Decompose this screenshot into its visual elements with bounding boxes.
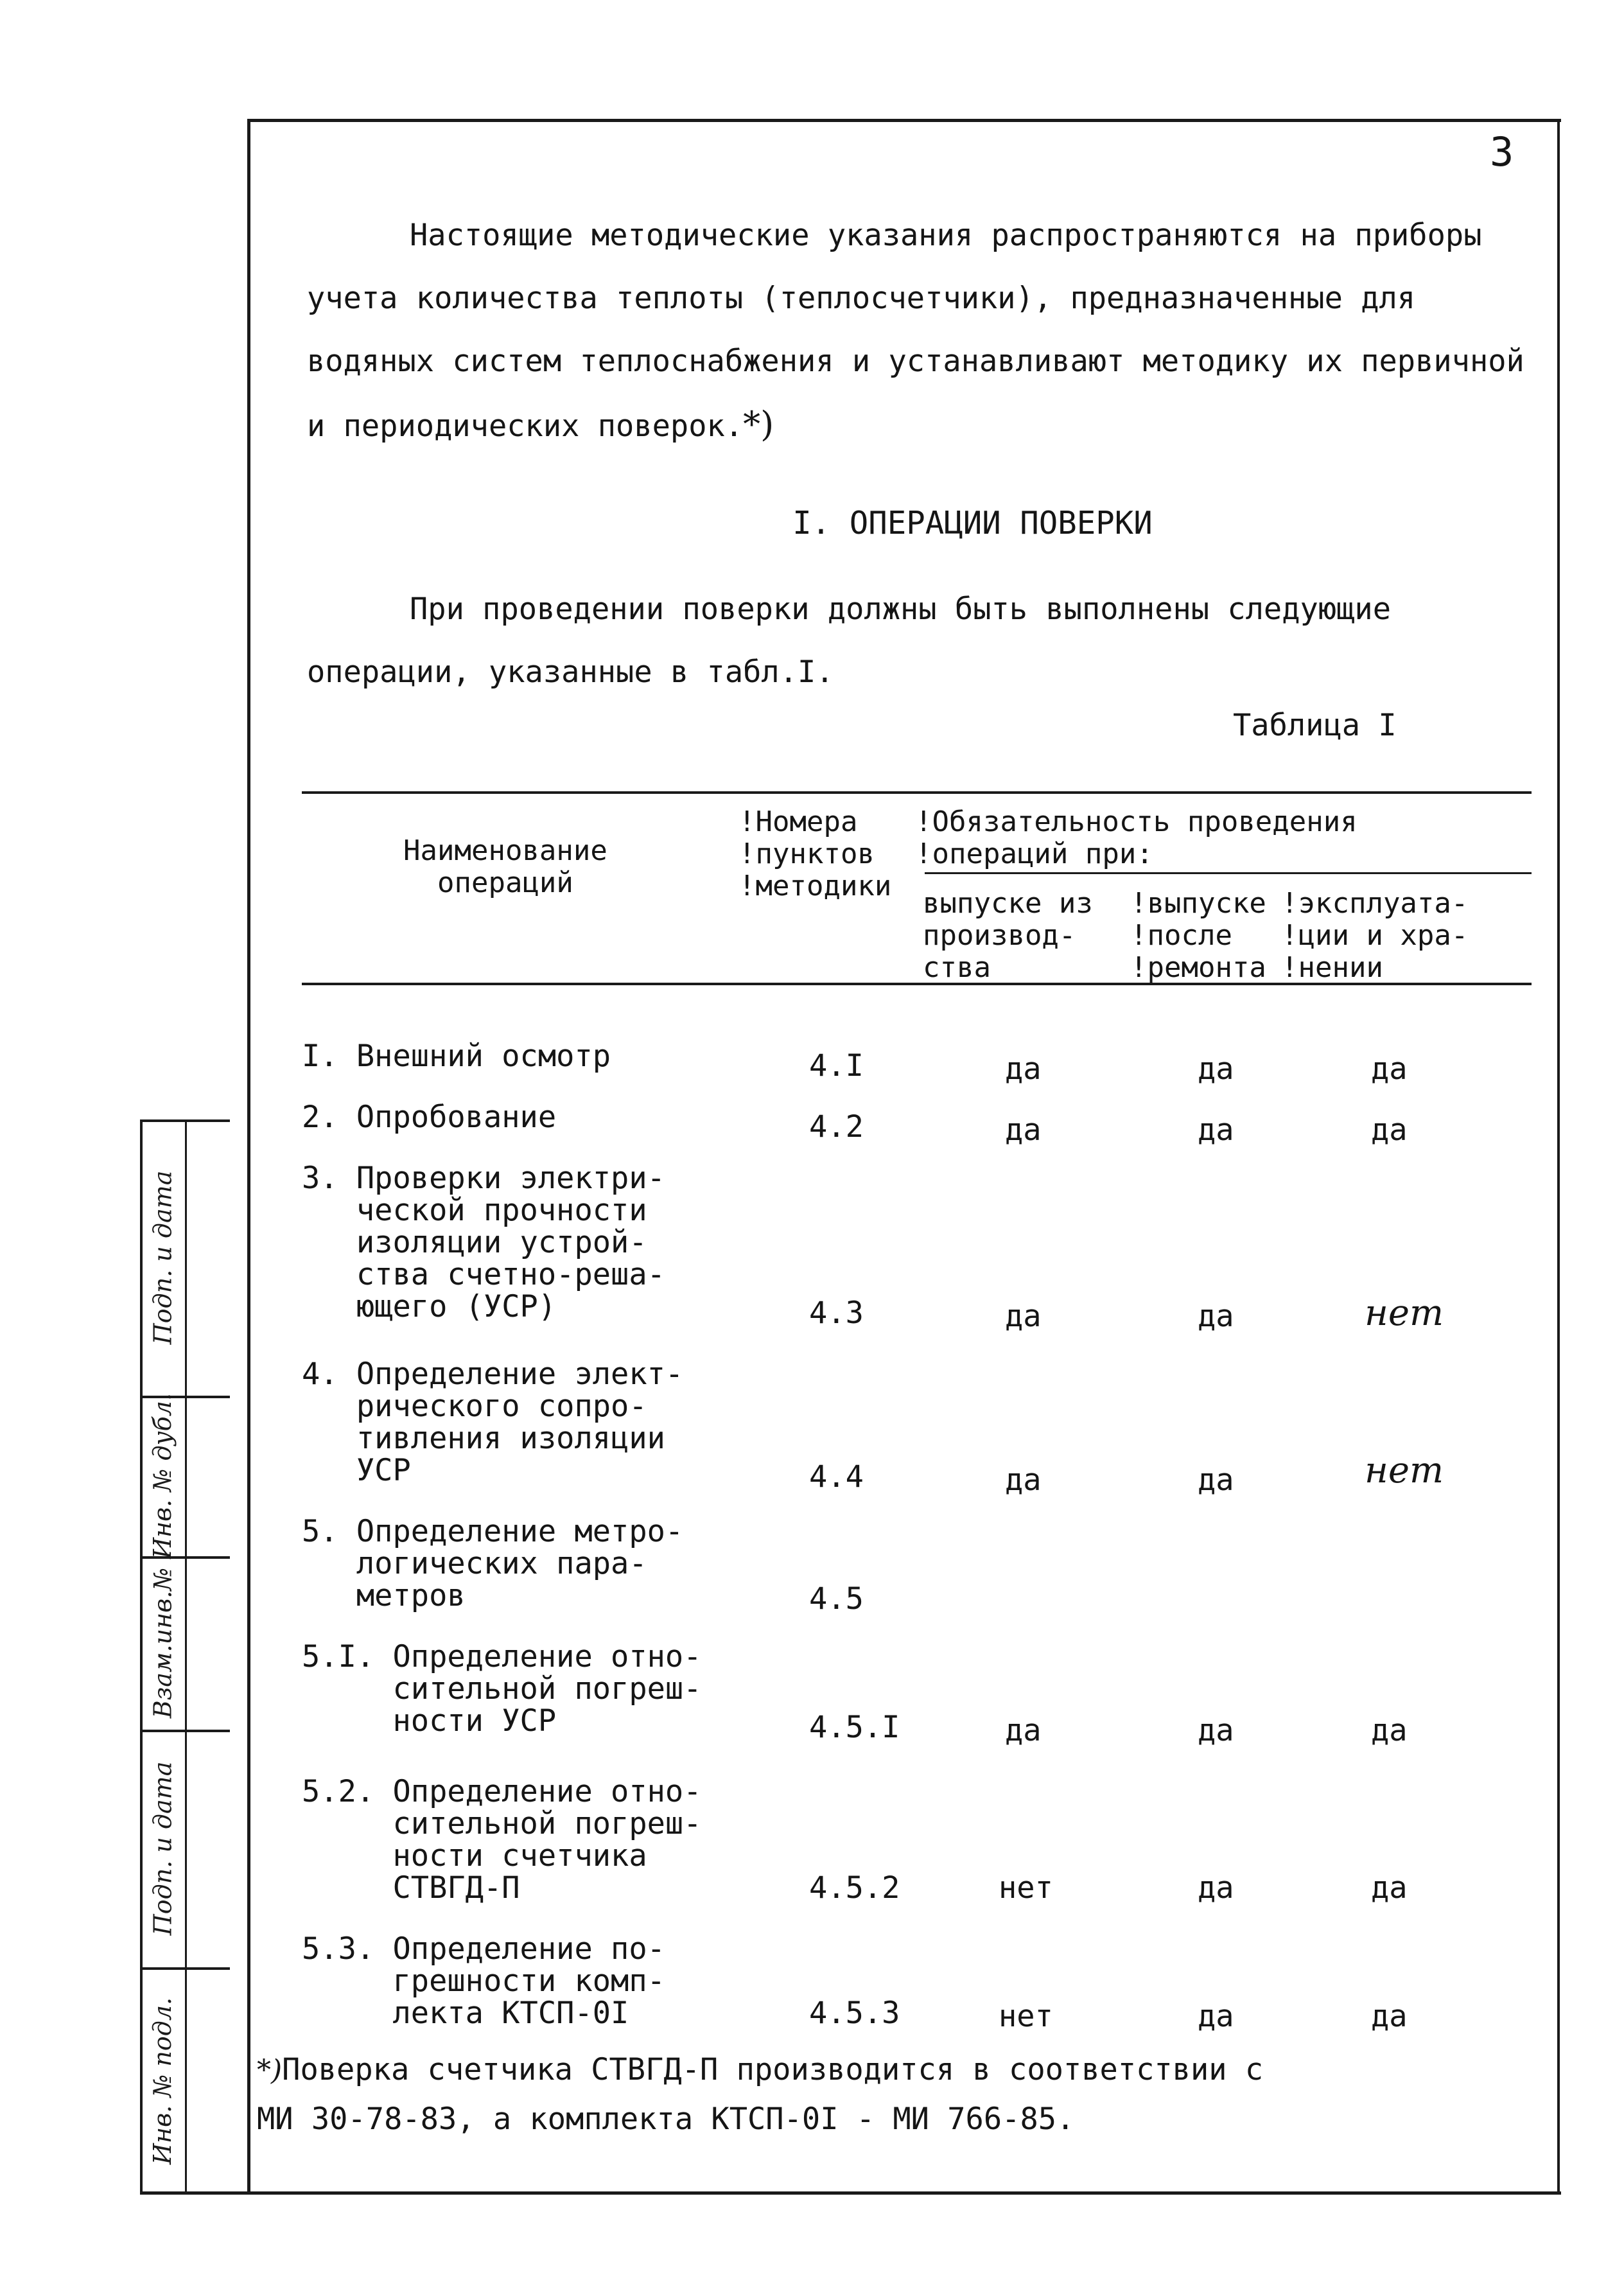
row-5-2-repair: да xyxy=(1198,1870,1234,1906)
row-4-repair: да xyxy=(1198,1462,1234,1498)
row-1-storage: да xyxy=(1371,1051,1408,1087)
stamp-field-replacement-inventory: Взам.инв.№ xyxy=(148,1567,177,1719)
row-4-storage: нет xyxy=(1365,1450,1444,1491)
table-top-rule xyxy=(302,791,1532,794)
row-5-2-name: 5.2. Определение отно- сительной погреш- ности счетчика СТВГД-П xyxy=(302,1774,702,1906)
row-3-repair: да xyxy=(1198,1299,1234,1334)
row-2-production: да xyxy=(1005,1112,1042,1148)
header-operation-name: Наименование операций xyxy=(403,834,607,899)
row-2-name: 2. Опробование xyxy=(302,1100,557,1135)
row-5-3-repair: да xyxy=(1198,1999,1234,2034)
frame-left-border xyxy=(247,119,250,2195)
row-5-1-production: да xyxy=(1005,1713,1042,1748)
row-3-production: да xyxy=(1005,1299,1042,1334)
frame-top-border xyxy=(247,119,1561,122)
row-5-2-production: нет xyxy=(999,1870,1053,1906)
row-3-name: 3. Проверки электри- ческой прочности изоляции устрой- ства счетно-реша- ющего (УСР) xyxy=(302,1161,665,1324)
row-3-storage: нет xyxy=(1365,1292,1444,1334)
frame-right-border xyxy=(1557,119,1560,2195)
table-caption: Таблица I xyxy=(1233,708,1397,743)
footnote-text: Поверка счетчика СТВГД-П производится в соответствии с МИ 30-78-83, а комплекта КТСП-0I - МИ 766-85. xyxy=(257,2052,1264,2137)
stamp-field-duplicate-inventory: Инв. № дубл. xyxy=(148,1392,177,1559)
header-method-points: !Номера !пунктов !методики xyxy=(738,805,892,902)
intro-paragraph xyxy=(307,204,1540,458)
row-5-name: 5. Определение метро- логических пара- метров xyxy=(302,1514,684,1613)
row-5-3-name: 5.3. Определение по- грешности комп- лекта КТСП-0I xyxy=(302,1931,665,2031)
row-4-name: 4. Определение элект- рического сопро- тивления изоляции УСР xyxy=(302,1356,684,1488)
row-1-name: I. Внешний осмотр xyxy=(302,1039,611,1074)
side-stamp xyxy=(140,1119,230,2195)
header-operation-storage: !эксплуата- !ции и хра- !нении xyxy=(1281,887,1469,984)
row-1-production: да xyxy=(1005,1051,1042,1087)
header-release-production: выпуске из производ- ства xyxy=(923,887,1093,984)
row-5-3-storage: да xyxy=(1371,1999,1408,2034)
stamp-field-signature-date-1: Подп. и дата xyxy=(148,1170,177,1345)
row-1-repair: да xyxy=(1198,1051,1234,1087)
row-4-production: да xyxy=(1005,1462,1042,1498)
intro-footnote-mark: *) xyxy=(743,404,774,444)
row-5-3-production: нет xyxy=(999,1999,1053,2034)
footnote xyxy=(257,2046,1263,2144)
header-mandatory: !Обязательность проведения !операций при: xyxy=(915,805,1358,870)
row-5-1-name: 5.I. Определение отно- сительной погреш- ности УСР xyxy=(302,1639,702,1739)
header-release-repair: !выпуске !после !ремонта xyxy=(1130,887,1266,984)
row-3-point: 4.3 xyxy=(809,1295,864,1331)
intro-text: Настоящие методические указания распространяются на приборы учета количества теплоты (теплосчетчики), предназначенные для водяных систем теплоснабжения и устанавливают методику их первичной и периодических поверок. xyxy=(307,218,1524,444)
row-2-point: 4.2 xyxy=(809,1109,864,1145)
row-5-2-point: 4.5.2 xyxy=(809,1870,900,1906)
stamp-middle-rule xyxy=(185,1119,187,2195)
stamp-field-original-inventory: Инв. № подл. xyxy=(148,1997,177,2165)
row-5-2-storage: да xyxy=(1371,1870,1408,1906)
row-5-1-point: 4.5.I xyxy=(809,1710,900,1745)
section-heading: I. ОПЕРАЦИИ ПОВЕРКИ xyxy=(792,505,1153,541)
row-5-1-repair: да xyxy=(1198,1713,1234,1748)
row-5-point: 4.5 xyxy=(809,1581,864,1617)
frame-bottom-border xyxy=(141,2191,1561,2195)
row-4-point: 4.4 xyxy=(809,1459,864,1495)
stamp-field-signature-date-2: Подп. и дата xyxy=(148,1761,177,1936)
table-subheader-rule xyxy=(925,872,1532,874)
row-5-3-point: 4.5.3 xyxy=(809,1996,900,2031)
row-1-point: 4.I xyxy=(809,1048,864,1084)
footnote-mark: *) xyxy=(257,2054,283,2087)
section-intro-paragraph: При проведении поверки должны быть выполнены следующие операции, указанные в табл.I. xyxy=(307,592,1392,690)
page-number: 3 xyxy=(1490,128,1514,175)
row-2-repair: да xyxy=(1198,1112,1234,1148)
row-5-1-storage: да xyxy=(1371,1713,1408,1748)
row-2-storage: да xyxy=(1371,1112,1408,1148)
